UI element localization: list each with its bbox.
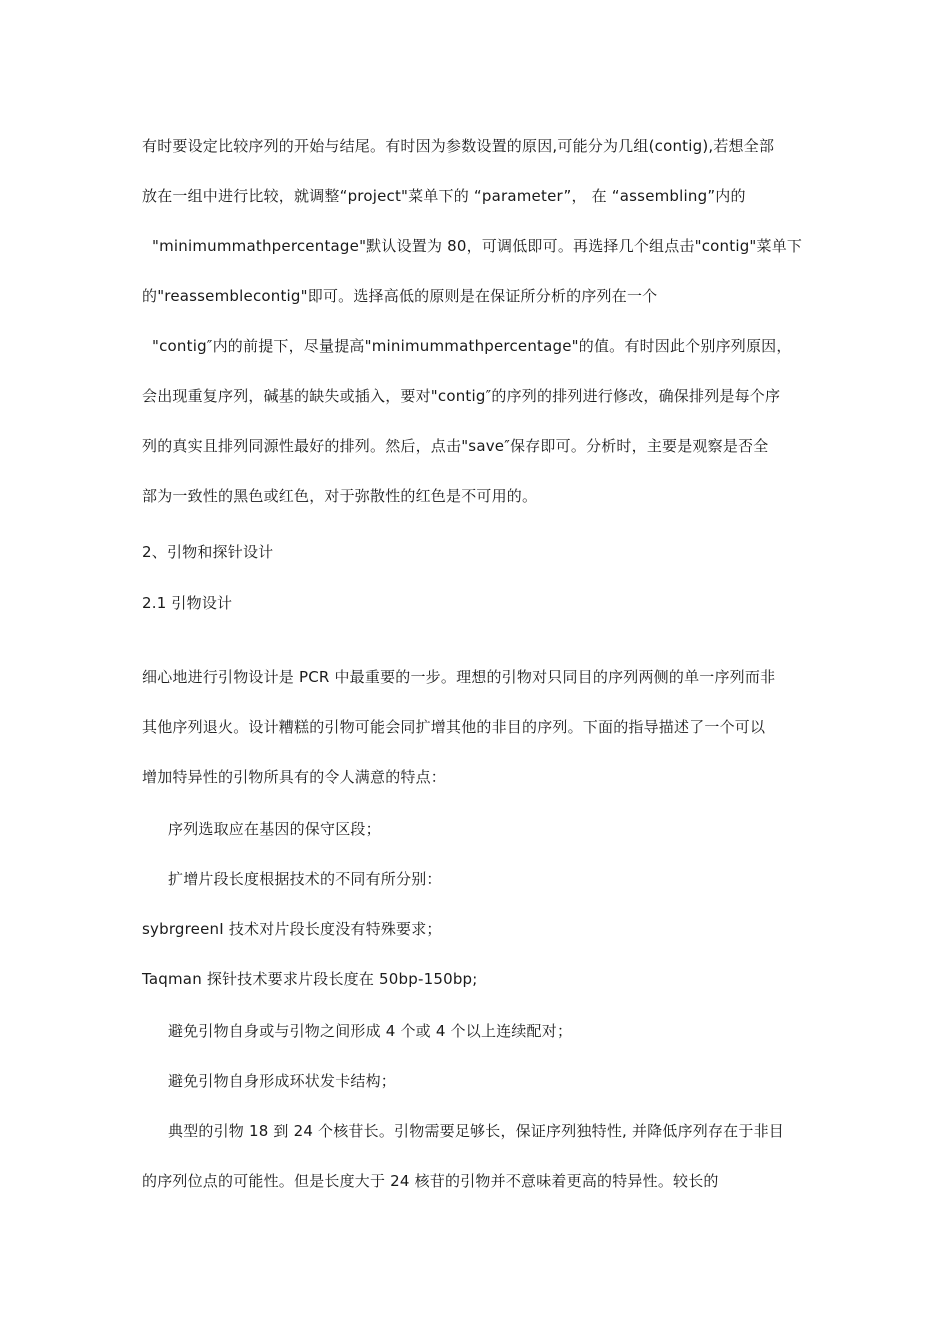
paragraph-line: 列的真实且排列同源性最好的排列。然后，点击"save″保存即可。分析时，主要是观察是否全: [142, 437, 769, 455]
paragraph-line: 放在一组中进行比较，就调整“project"菜单下的 “parameter”， 在 “assembling”内的: [142, 187, 746, 205]
paragraph-line: 有时要设定比较序列的开始与结尾。有时因为参数设置的原因,可能分为几组(contig),若想全部: [142, 137, 775, 155]
paragraph-line: 的"reassemblecontig"即可。选择高低的原则是在保证所分析的序列在一个: [142, 287, 658, 305]
paragraph-line: 典型的引物 18 到 24 个核苷长。引物需要足够长，保证序列独特性, 并降低序列存在于非目: [168, 1122, 784, 1140]
list-item: Taqman 探针技术要求片段长度在 50bp-150bp;: [142, 970, 478, 988]
list-item: 扩增片段长度根据技术的不同有所分别：: [168, 870, 442, 888]
paragraph-line: "contig″内的前提下，尽量提高"minimummathpercentage"的值。有时因此个别序列原因，: [152, 337, 792, 355]
paragraph-line: 的序列位点的可能性。但是长度大于 24 核苷的引物并不意味着更高的特异性。较长的: [142, 1172, 719, 1190]
paragraph-line: "minimummathpercentage"默认设置为 80，可调低即可。再选择几个组点击"contig"菜单下: [152, 237, 803, 255]
list-item: 避免引物自身或与引物之间形成 4 个或 4 个以上连续配对；: [168, 1022, 573, 1040]
paragraph-line: 会出现重复序列，碱基的缺失或插入，要对"contig″的序列的排列进行修改，确保排列是每个序: [142, 387, 781, 405]
paragraph-line: 细心地进行引物设计是 PCR 中最重要的一步。理想的引物对只同目的序列两侧的单一序列而非: [142, 668, 776, 686]
list-item: sybrgreenI 技术对片段长度没有特殊要求；: [142, 920, 442, 938]
list-item: 序列选取应在基因的保守区段；: [168, 820, 381, 838]
paragraph-line: 增加特异性的引物所具有的令人满意的特点：: [142, 768, 447, 786]
list-item: 避免引物自身形成环状发卡结构；: [168, 1072, 397, 1090]
section-heading: 2、引物和探针设计: [142, 543, 274, 561]
subsection-heading: 2.1 引物设计: [142, 594, 233, 612]
paragraph-line: 部为一致性的黑色或红色，对于弥散性的红色是不可用的。: [142, 487, 538, 505]
paragraph-line: 其他序列退火。设计糟糕的引物可能会同扩增其他的非目的序列。下面的指导描述了一个可以: [142, 718, 766, 736]
